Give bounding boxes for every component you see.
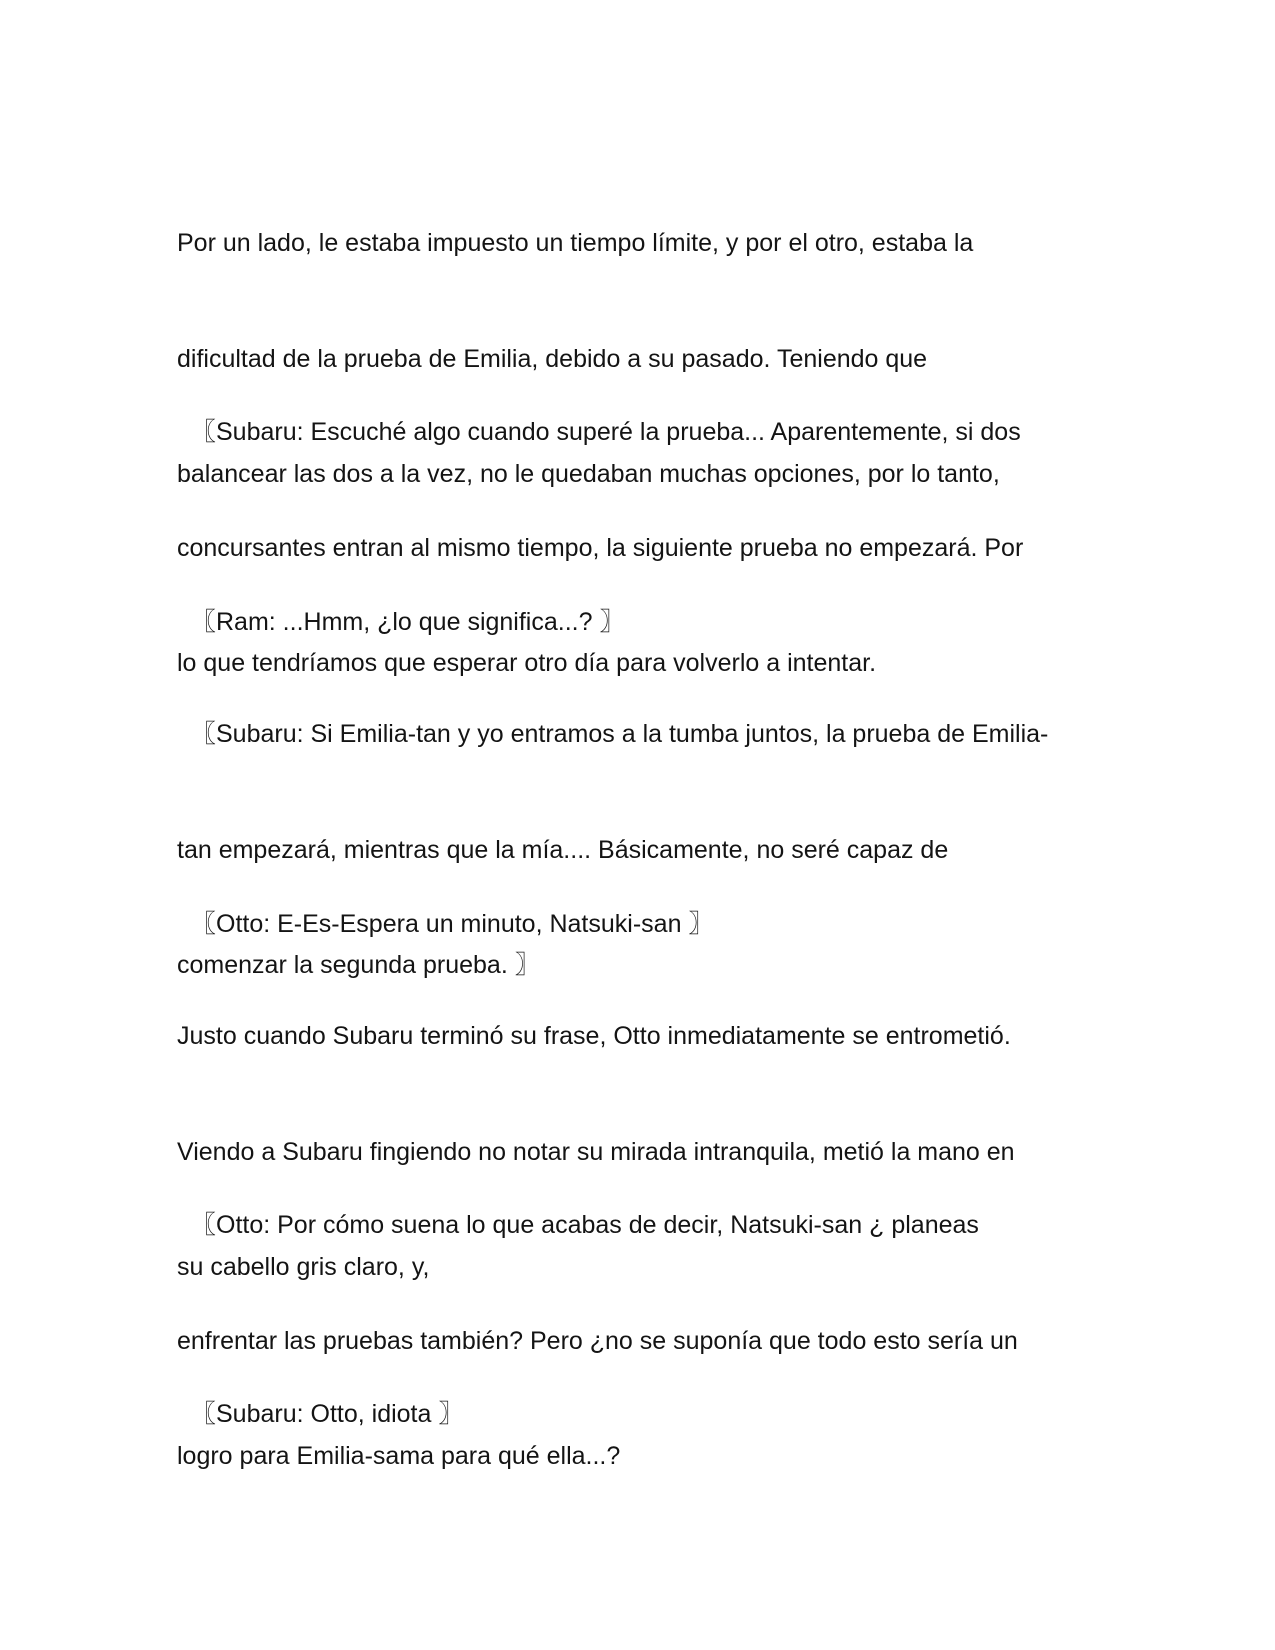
text-line: balancear las dos a la vez, no le quedaban muchas opciones, por lo tanto, xyxy=(177,460,1000,488)
text-line: 〖Subaru: Escuché algo cuando superé la prueba... Aparentemente, si dos xyxy=(191,418,1021,446)
text-line: dificultad de la prueba de Emilia, debido a su pasado. Teniendo que xyxy=(177,344,928,373)
text-line: su cabello gris claro, y, xyxy=(177,1253,430,1281)
text-line: enfrentar las pruebas también? Pero ¿no se suponía que todo esto sería un xyxy=(177,1326,1018,1355)
text-line: 〖Ram: ...Hmm, ¿lo que significa...? 〗 xyxy=(191,608,625,636)
text-line: Justo cuando Subaru terminó su frase, Otto inmediatamente se entrometió. xyxy=(177,1022,1011,1050)
text-line: Por un lado, le estaba impuesto un tiempo límite, y por el otro, estaba la xyxy=(177,229,974,257)
text-line: logro para Emilia-sama para qué ella...? xyxy=(177,1442,621,1470)
text-line: 〖Otto: Por cómo suena lo que acabas de decir, Natsuki-san ¿ planeas xyxy=(191,1211,979,1239)
dialogue-subaru-3 xyxy=(177,1318,1117,1511)
text-line: concursantes entran al mismo tiempo, la siguiente prueba no empezará. Por xyxy=(177,533,1024,562)
text-line: lo que tendríamos que esperar otro día para volverlo a intentar. xyxy=(177,649,877,677)
text-line: 〖Subaru: Otto, idiota 〗 xyxy=(191,1400,464,1428)
text-line: 〖Otto: E-Es-Espera un minuto, Natsuki-san 〗 xyxy=(191,910,714,938)
text-line: comenzar la segunda prueba. 〗 xyxy=(177,951,540,979)
text-line: tan empezará, mientras que la mía.... Básicamente, no seré capaz de xyxy=(177,835,949,864)
text-line: 〖Subaru: Si Emilia-tan y yo entramos a la tumba juntos, la prueba de Emilia- xyxy=(191,720,1049,748)
text-line: Viendo a Subaru fingiendo no notar su mirada intranquila, metió la mano en xyxy=(177,1137,1015,1166)
